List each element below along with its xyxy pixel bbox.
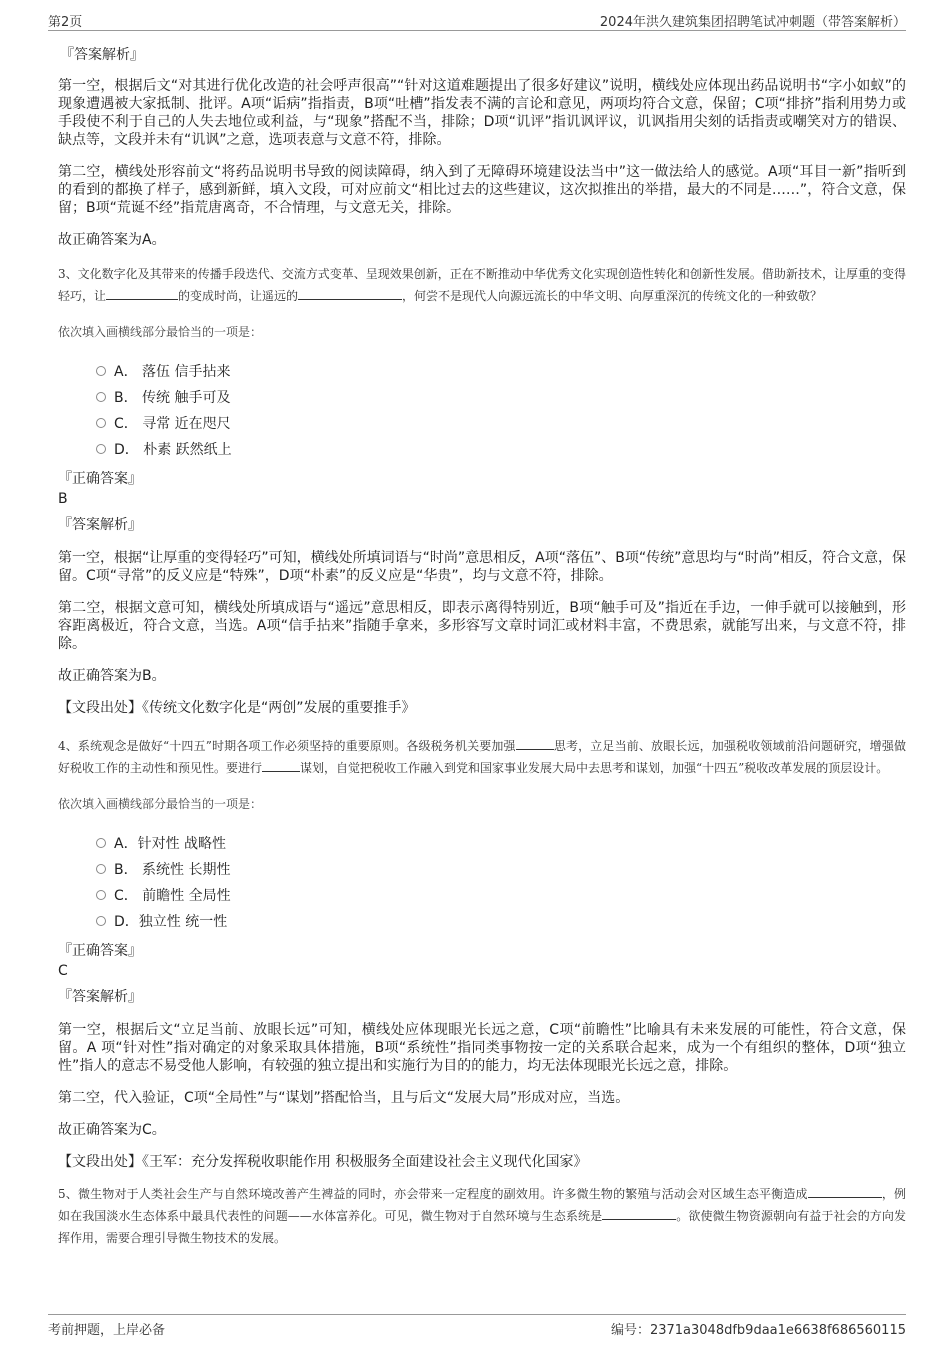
option-d[interactable]: D．独立性 统一性 bbox=[96, 909, 906, 935]
document-body bbox=[48, 45, 906, 1249]
question-3: 3、文化数字化及其带来的传播手段迭代、交流方式变革、呈现效果创新，正在不断推动中华优秀文化实现创造性转化和创新性发展。借助新技术，让厚重的变得轻巧，让 的变成时尚，让遥远的 ，何尝不是现代人向源远流长的中华文明、向厚重深沉的传统文化的一种致敬？ bbox=[58, 267, 906, 303]
correct-answer-value: C bbox=[58, 963, 68, 979]
page-footer bbox=[48, 1314, 906, 1337]
question-prompt: 依次填入画横线部分最恰当的一项是： bbox=[58, 325, 263, 339]
blank bbox=[106, 285, 178, 300]
document-title: 2024年洪久建筑集团招聘笔试冲刺题（带答案解析） bbox=[599, 15, 906, 30]
radio-icon[interactable] bbox=[96, 392, 106, 402]
page-number: 第2页 bbox=[48, 15, 83, 30]
analysis-paragraph: 第二空，代入验证，C项“全局性”与“谋划”搭配恰当，且与后文“发展大局”形成对应，当选。 bbox=[58, 1090, 630, 1106]
correct-answer-label: 『正确答案』 bbox=[58, 471, 142, 487]
analysis-label: 『答案解析』 bbox=[58, 517, 142, 533]
question-prompt: 依次填入画横线部分最恰当的一项是： bbox=[58, 797, 263, 811]
blank bbox=[262, 757, 300, 772]
blank bbox=[808, 1183, 882, 1198]
analysis-paragraph: 第一空，根据“让厚重的变得轻巧”可知，横线处所填词语与“时尚”意思相反，A项“落伍”、B项“传统”意思均与“时尚”相反，符合文意，保留。C项“寻常”的反义应是“特殊”，D项“朴素”的反义应是“华贵”，均与文意不符，排除。 bbox=[58, 550, 906, 584]
radio-icon[interactable] bbox=[96, 916, 106, 926]
analysis-conclusion: 故正确答案为A。 bbox=[58, 232, 166, 248]
option-a[interactable]: A．针对性 战略性 bbox=[96, 831, 906, 857]
option-b[interactable]: B． 传统 触手可及 bbox=[96, 385, 906, 411]
footer-slogan: 考前押题，上岸必备 bbox=[48, 1323, 166, 1338]
radio-icon[interactable] bbox=[96, 864, 106, 874]
analysis-paragraph: 第一空，根据后文“立足当前、放眼长远”可知，横线处应体现眼光长远之意，C项“前瞻性”比喻具有未来发展的可能性，符合文意，保留。A 项“针对性”指对确定的对象采取具体措施，B项“系统性”指同类事物按一定的关系联合起来，成为一个有组织的整体，D项“独立性”指人的意志不易受他人影响，有较强的独立提出和实施行为目的的能力，均无法体现眼光长远之意，排除。 bbox=[58, 1022, 906, 1074]
analysis-label: 『答案解析』 bbox=[60, 47, 144, 63]
analysis-label: 『答案解析』 bbox=[58, 989, 142, 1005]
radio-icon[interactable] bbox=[96, 418, 106, 428]
radio-icon[interactable] bbox=[96, 366, 106, 376]
analysis-conclusion: 故正确答案为C。 bbox=[58, 1122, 166, 1138]
radio-icon[interactable] bbox=[96, 890, 106, 900]
analysis-paragraph: 第二空，根据文意可知，横线处所填成语与“遥远”意思相反，即表示离得特别近，B项“触手可及”指近在手边，一伸手就可以接触到，形容距离极近，符合文意，当选。A项“信手拈来”指随手拿来，多形容写文章时词汇或材料丰富，不费思索，就能写出来，与文意不符，排除。 bbox=[58, 600, 906, 652]
option-c[interactable]: C． 寻常 近在咫尺 bbox=[96, 411, 906, 437]
radio-icon[interactable] bbox=[96, 444, 106, 454]
correct-answer-value: B bbox=[58, 491, 68, 507]
analysis-paragraph: 第二空，横线处形容前文“将药品说明书导致的阅读障碍，纳入到了无障碍环境建设法当中”这一做法给人的感觉。A项“耳目一新”指听到的看到的都换了样子，感到新鲜，填入文段，可对应前文“相比过去的这些建议，这次拟推出的举措，最大的不同是……”，符合文意，保留；B项“荒诞不经”指荒唐离奇，不合情理，与文意无关，排除。 bbox=[58, 164, 906, 216]
options-list bbox=[96, 359, 906, 463]
correct-answer-label: 『正确答案』 bbox=[58, 943, 142, 959]
question-4: 4、系统观念是做好“十四五”时期各项工作必须坚持的重要原则。各级税务机关要加强 思考，立足当前、放眼长远，加强税收领域前沿问题研究，增强做好税收工作的主动性和预见性。要进行 谋划，自觉把税收工作融入到党和国家事业发展大局中去思考和谋划，加强“十四五”税收改革发展的顶层设计。 bbox=[58, 735, 906, 779]
blank bbox=[298, 285, 402, 300]
option-d[interactable]: D． 朴素 跃然纸上 bbox=[96, 437, 906, 463]
option-c[interactable]: C． 前瞻性 全局性 bbox=[96, 883, 906, 909]
blank bbox=[516, 735, 554, 750]
source-citation: 【文段出处】《传统文化数字化是“两创”发展的重要推手》 bbox=[58, 700, 416, 716]
blank bbox=[602, 1205, 676, 1220]
source-citation: 【文段出处】《王军：充分发挥税收职能作用 积极服务全面建设社会主义现代化国家》 bbox=[58, 1154, 588, 1170]
radio-icon[interactable] bbox=[96, 838, 106, 848]
analysis-conclusion: 故正确答案为B。 bbox=[58, 668, 166, 684]
option-a[interactable]: A． 落伍 信手拈来 bbox=[96, 359, 906, 385]
page-header bbox=[48, 8, 906, 31]
document-code: 编号：2371a3048dfb9daa1e6638f686560115 bbox=[610, 1323, 906, 1338]
options-list bbox=[96, 831, 906, 935]
question-5: 5、微生物对于人类社会生产与自然环境改善产生裨益的同时，亦会带来一定程度的副效用。许多微生物的繁殖与活动会对区域生态平衡造成 ，例如在我国淡水生态体系中最具代表性的问题——水体富养化。可见，微生物对于自然环境与生态系统是 。欲使微生物资源朝向有益于社会的方向发挥作用，需要合理引导微生物技术的发展。 bbox=[58, 1183, 906, 1249]
option-b[interactable]: B． 系统性 长期性 bbox=[96, 857, 906, 883]
analysis-paragraph: 第一空，根据后文“对其进行优化改造的社会呼声很高”“针对这道难题提出了很多好建议”说明，横线处应体现出药品说明书“字小如蚁”的现象遭遇被大家抵制、批评。A项“诟病”指指责，B项“吐槽”指发表不满的言论和意见，两项均符合文意，保留；C项“排挤”指利用势力或手段使不利于自己的人失去地位或利益，与“现象”搭配不当，排除；D项“讥评”指讥讽评议，讥讽指用尖刻的话指责或嘲笑对方的错误、缺点等，文段并未有“讥讽”之意，选项表意与文意不符，排除。 bbox=[58, 78, 906, 148]
